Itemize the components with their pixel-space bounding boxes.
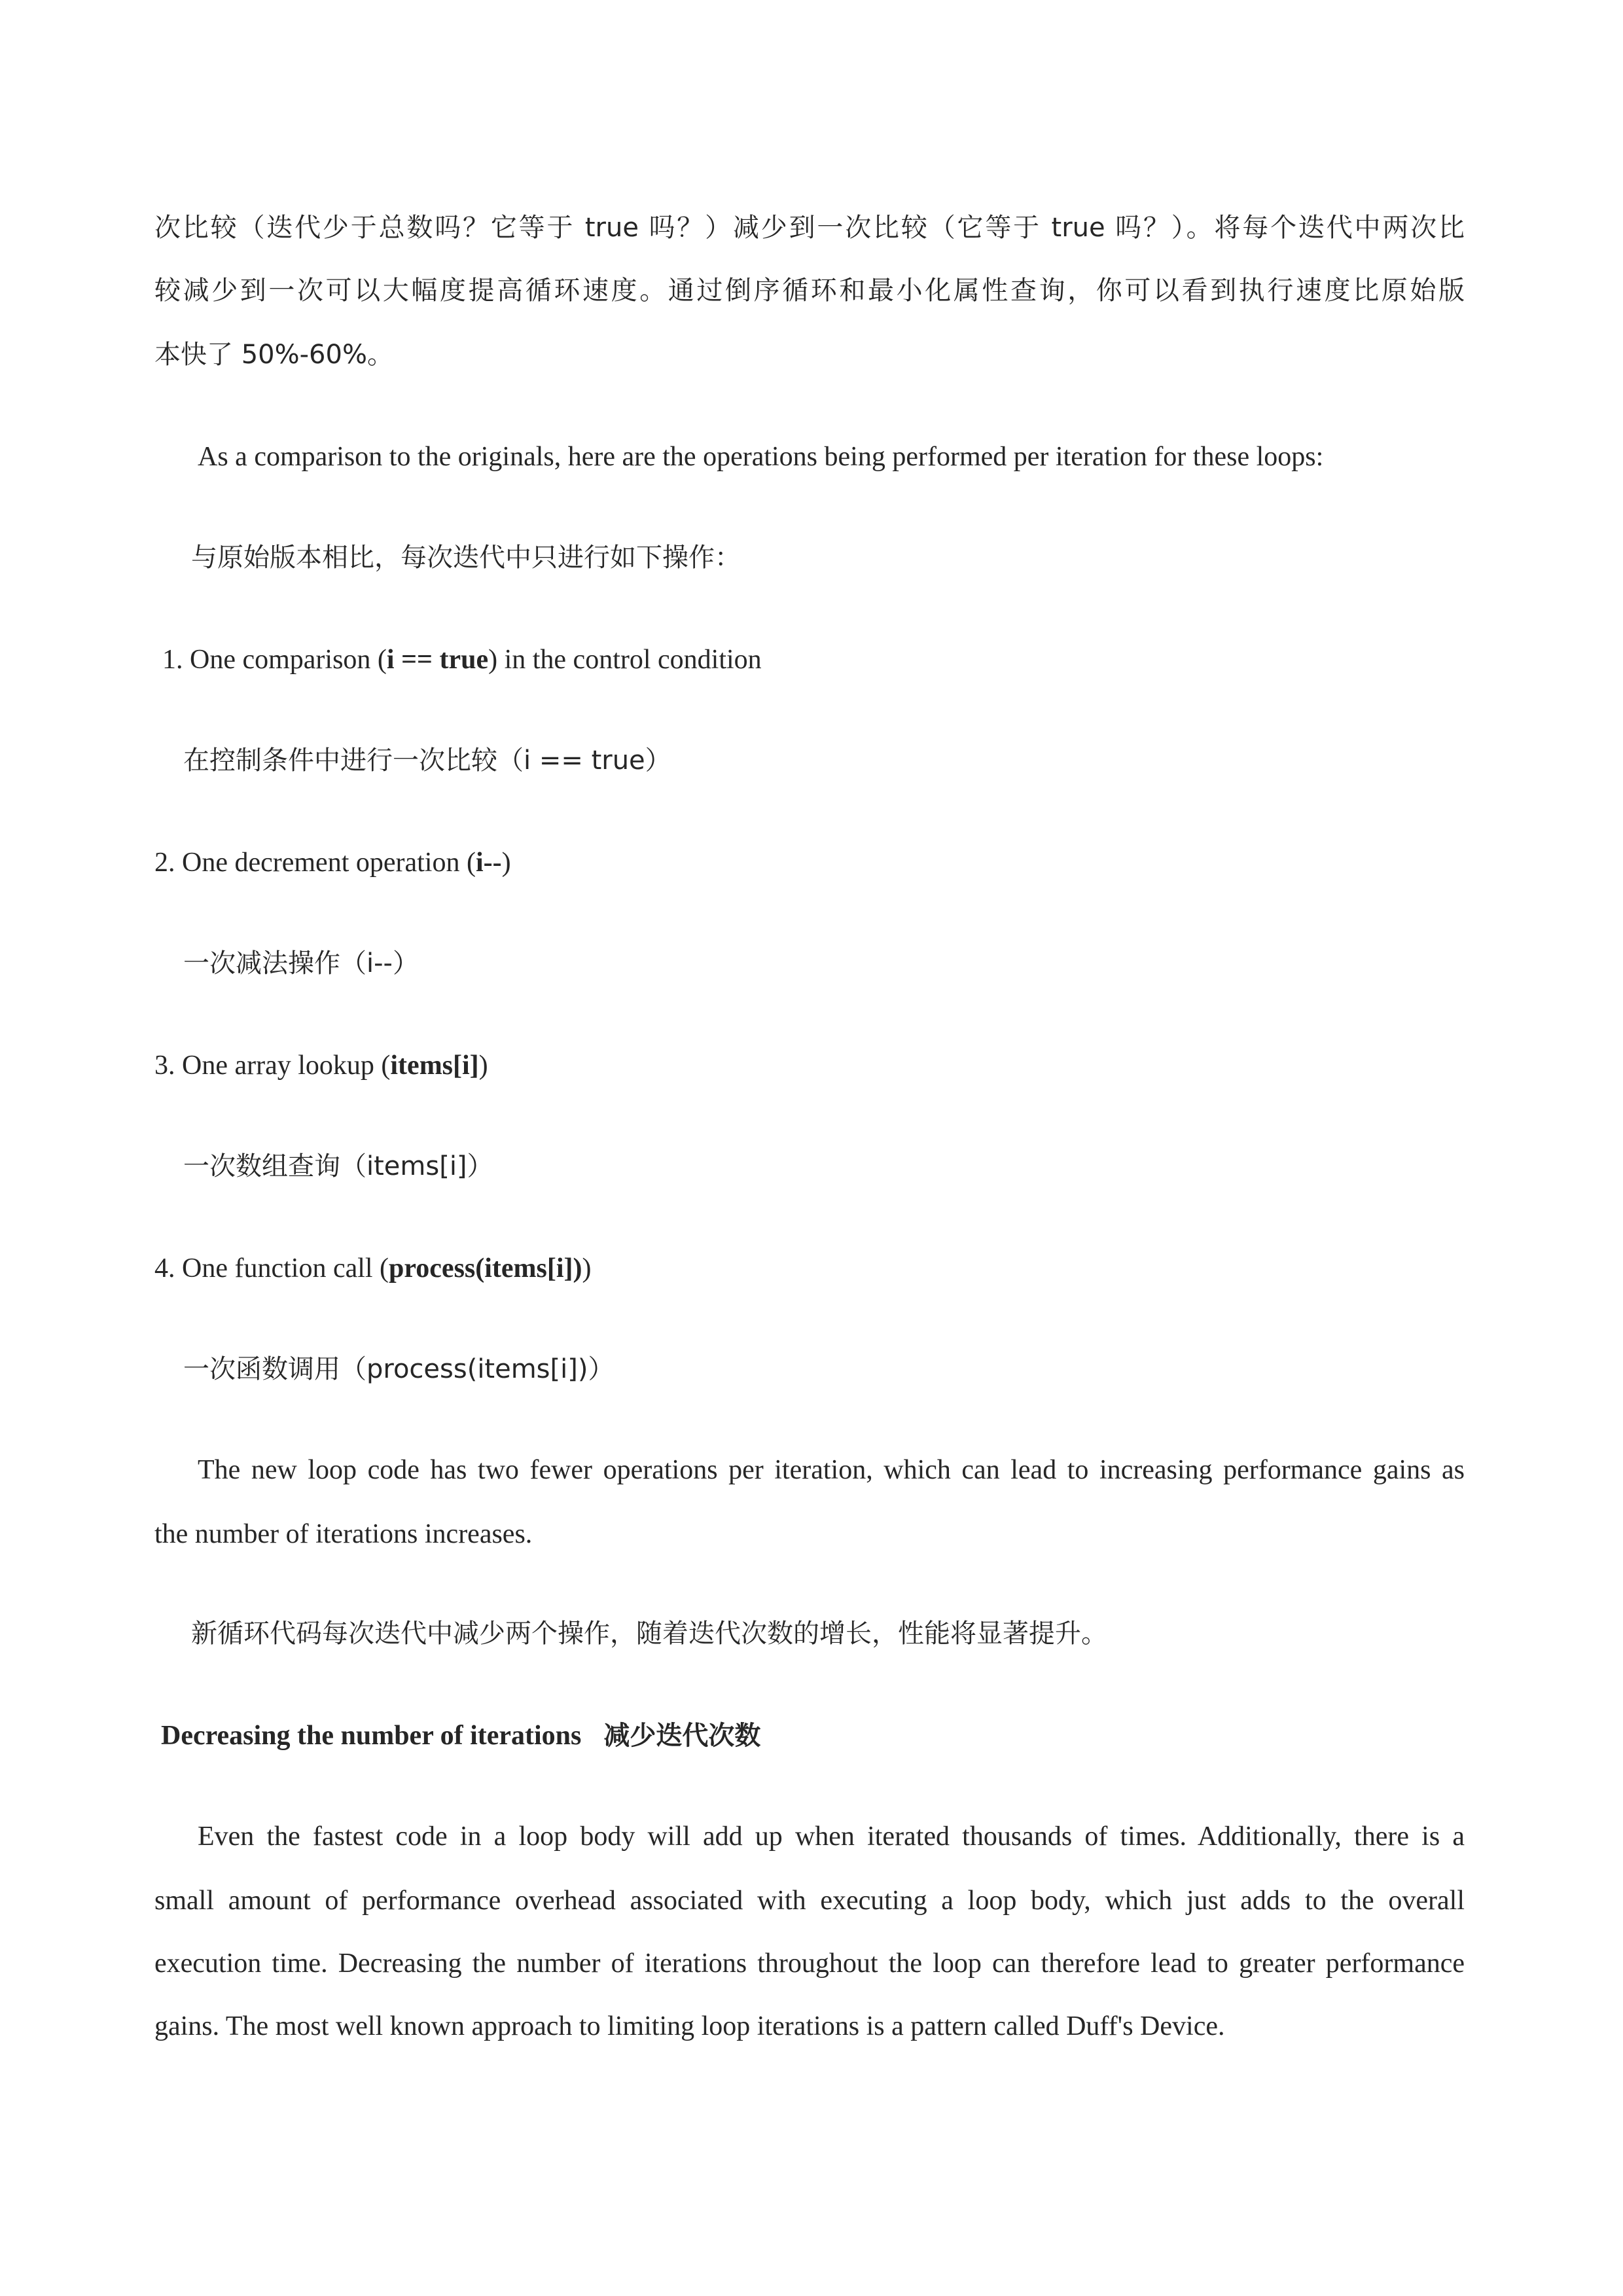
operation-item-2 xyxy=(154,843,511,882)
operation-1-zh: 在控制条件中进行一次比较（i == true） xyxy=(183,745,671,776)
section-heading-zh: 减少迭代次数 xyxy=(603,1721,761,1751)
section-body-line-2: small amount of performance overhead associated with executing a loop body, which just adds to the overall xyxy=(154,1886,1465,1916)
operation-1-code: i == true xyxy=(386,645,489,675)
operation-3-suffix: ) xyxy=(478,1050,488,1081)
operation-4-zh: 一次函数调用（process(items[i])） xyxy=(183,1354,615,1384)
section-body-line-4: gains. The most well known approach to limiting loop iterations is a pattern called Duff's Device. xyxy=(154,2011,1225,2041)
operation-4-prefix: 4. One function call ( xyxy=(154,1253,389,1283)
paragraph-zh-line-1: 次比较（迭代少于总数吗？它等于 true 吗？）减少到一次比较（它等于 true 吗？）。将每个迭代中两次比 xyxy=(154,213,1465,243)
operation-1-suffix: ) in the control condition xyxy=(488,645,762,675)
operation-item-1 xyxy=(162,640,762,679)
section-body-line-3: execution time. Decreasing the number of iterations throughout the loop can therefore lead to greater performance xyxy=(154,1948,1465,1979)
operation-2-prefix: 2. One decrement operation ( xyxy=(154,848,476,878)
operation-4-suffix: ) xyxy=(582,1253,592,1283)
operation-3-zh: 一次数组查询（items[i]） xyxy=(183,1151,493,1181)
new-loop-en-line-1: The new loop code has two fewer operations per iteration, which can lead to increasing performance gains as xyxy=(198,1455,1465,1485)
operation-3-code: items[i] xyxy=(390,1050,479,1081)
operation-3-prefix: 3. One array lookup ( xyxy=(154,1050,391,1081)
operation-2-code: i-- xyxy=(475,848,502,878)
new-loop-zh: 新循环代码每次迭代中减少两个操作，随着迭代次数的增长，性能将显著提升。 xyxy=(191,1619,1107,1649)
comparison-intro-en: As a comparison to the originals, here are the operations being performed per iteration for these loops: xyxy=(198,442,1324,472)
operation-2-suffix: ) xyxy=(501,848,511,878)
operation-item-3 xyxy=(154,1046,488,1085)
section-heading-en: Decreasing the number of iterations xyxy=(161,1721,582,1751)
operation-item-4 xyxy=(154,1249,592,1288)
section-body-line-1: Even the fastest code in a loop body will add up when iterated thousands of times. Additionally, there is a xyxy=(198,1821,1465,1852)
paragraph-zh-line-2: 较减少到一次可以大幅度提高循环速度。通过倒序循环和最小化属性查询，你可以看到执行速度比原始版 xyxy=(154,276,1465,306)
operation-1-prefix: 1. One comparison ( xyxy=(162,645,387,675)
operation-2-zh: 一次减法操作（i--） xyxy=(183,948,419,978)
comparison-intro-zh: 与原始版本相比，每次迭代中只进行如下操作： xyxy=(191,543,741,573)
section-heading xyxy=(161,1716,760,1755)
operation-4-code: process(items[i]) xyxy=(389,1253,582,1283)
new-loop-en-line-2: the number of iterations increases. xyxy=(154,1519,533,1549)
paragraph-zh-line-3: 本快了 50%-60%。 xyxy=(154,340,393,370)
